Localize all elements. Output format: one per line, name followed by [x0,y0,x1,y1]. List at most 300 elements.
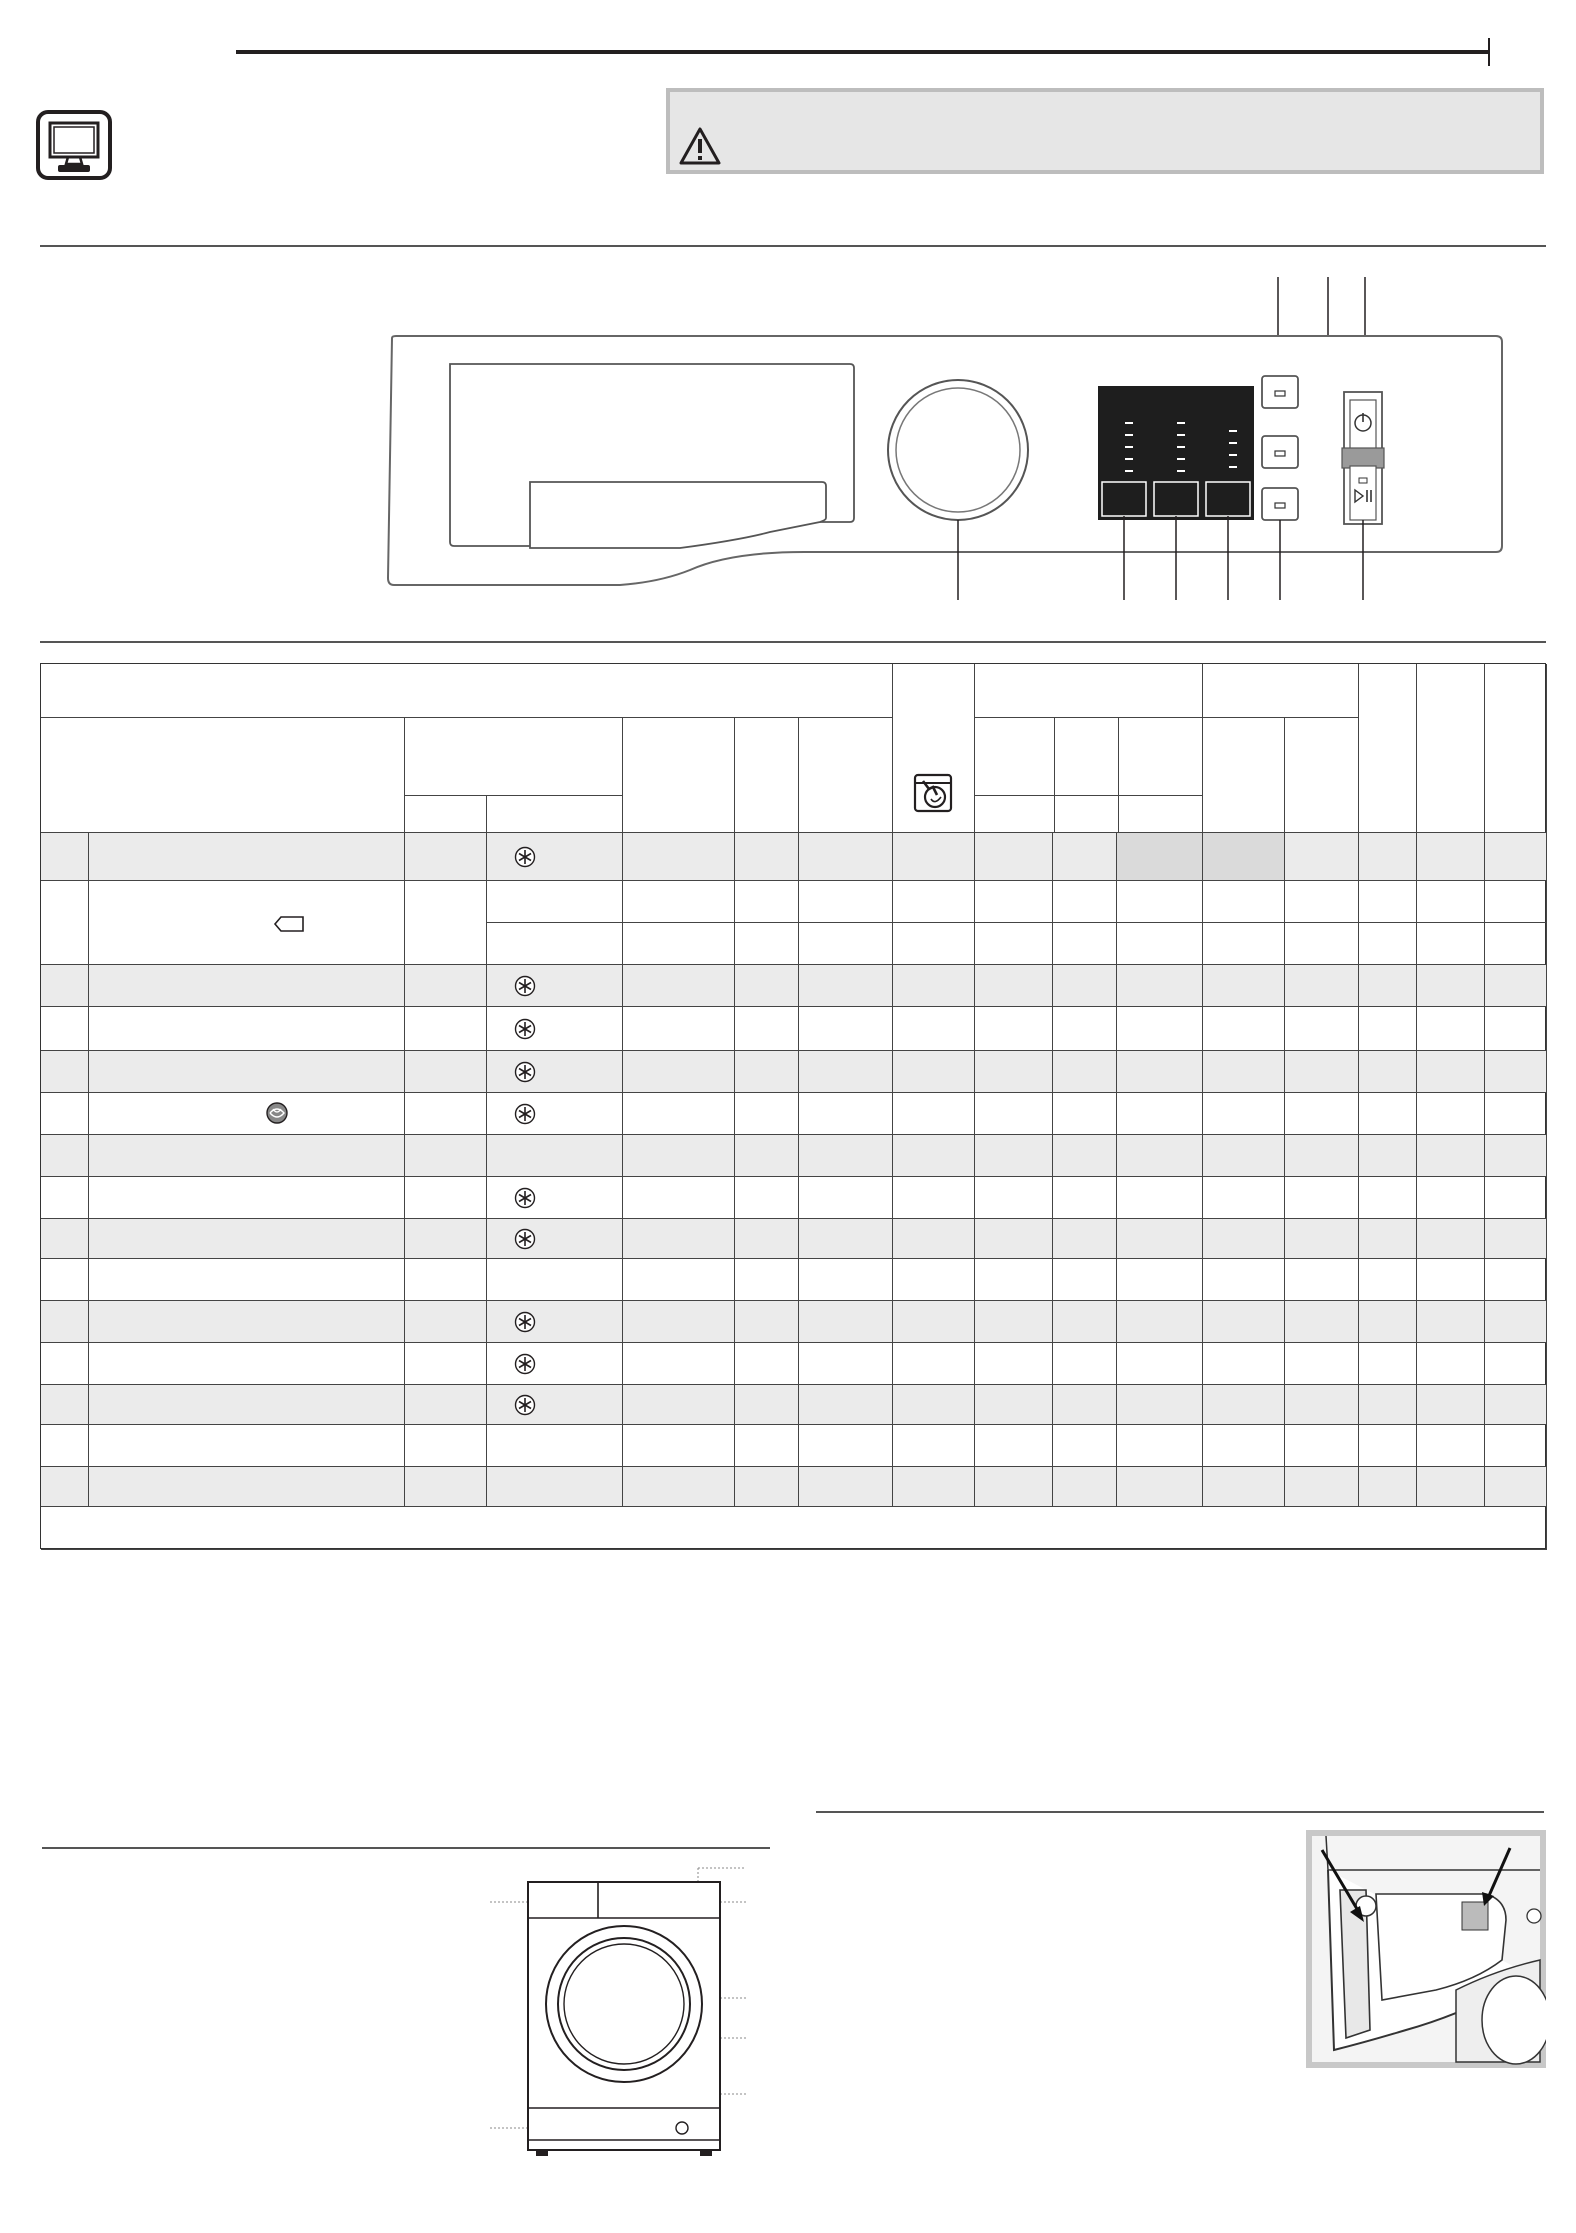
table-cell [893,1343,975,1385]
table-cell [893,881,975,923]
table-cell [1485,1007,1547,1051]
table-cell [975,1343,1053,1385]
table-cell [1285,881,1359,923]
table-cell [1203,1135,1285,1177]
table-cell [89,1051,405,1093]
table-cell [1117,1135,1203,1177]
table-cell [1117,1219,1203,1259]
table-cell [735,923,799,965]
table-cell [1359,1259,1417,1301]
table-cell [89,1219,405,1259]
table-cell [487,1343,623,1385]
table-cell [893,1259,975,1301]
table-cell [799,1425,893,1467]
table-footer-cell [41,1507,1547,1550]
table-cell [1117,923,1203,965]
table-cell [1285,1219,1359,1259]
table-cell [41,1425,89,1467]
table-cell [487,1177,623,1219]
table-cell [975,1301,1053,1343]
table-cell [1203,1177,1285,1219]
table-cell [623,1385,735,1425]
table-cell [487,881,623,923]
timer-tag-icon [273,915,305,933]
table-cell [41,965,89,1007]
section-rule-1 [40,245,1546,247]
table-cell [1485,1425,1547,1467]
table-cell [41,881,89,965]
table-cell [735,1467,799,1507]
table-cell [487,965,623,1007]
detergent-drawer-photo [1306,1830,1546,2068]
table-cell [975,1135,1053,1177]
table-cell [1117,1467,1203,1507]
table-cell [41,1467,89,1507]
table-cell [1359,965,1417,1007]
table-cell [1203,923,1285,965]
table-cell [1285,1093,1359,1135]
table-cell [1417,1093,1485,1135]
table-cell [405,833,487,881]
table-cell [1117,1385,1203,1425]
table-cell [623,881,735,923]
table-cell [1053,1343,1117,1385]
table-header-cell [975,664,1203,718]
table-cell [487,1467,623,1507]
table-cell [487,1259,623,1301]
table-cell [1117,881,1203,923]
table-cell [1417,1425,1485,1467]
table-header-cell [405,796,487,833]
table-cell [1285,965,1359,1007]
table-header-cell [735,718,799,833]
table-cell [799,1385,893,1425]
table-cell [405,965,487,1007]
table-cell [1285,1007,1359,1051]
table-header-cell [1119,796,1203,833]
table-cell [1053,1093,1117,1135]
table-cell [487,1385,623,1425]
table-cell [893,833,975,881]
table-cell [89,1425,405,1467]
table-cell [1485,1259,1547,1301]
table-cell [975,881,1053,923]
table-cell [975,1425,1053,1467]
table-cell [1203,1259,1285,1301]
table-cell [799,881,893,923]
table-cell [1203,1219,1285,1259]
table-cell [89,881,405,965]
table-cell [893,1467,975,1507]
table-cell [1053,923,1117,965]
header-rule [236,50,1488,54]
table-cell [1053,881,1117,923]
table-cell [735,1301,799,1343]
table-header-cell [799,718,893,833]
table-cell [1417,923,1485,965]
table-cell [487,833,623,881]
table-cell [893,1219,975,1259]
table-cell [1285,1177,1359,1219]
table-cell [1053,965,1117,1007]
table-cell [893,1425,975,1467]
table-cell [41,1135,89,1177]
table-cell [41,1259,89,1301]
table-cell [623,923,735,965]
table-header-cell [1203,664,1359,718]
table-cell [1359,923,1417,965]
snowflake-icon [514,1061,536,1083]
washing-machine-front-icon [486,1860,756,2162]
table-cell [799,1467,893,1507]
table-cell [975,833,1053,881]
section-rule-4 [816,1811,1544,1813]
table-cell [405,1093,487,1135]
table-cell [89,1467,405,1507]
table-cell [975,1259,1053,1301]
snowflake-icon [514,1187,536,1209]
programme-table [40,663,1546,1549]
table-header-cell [41,718,405,833]
table-cell [975,1219,1053,1259]
table-cell [623,1259,735,1301]
snowflake-icon [514,1394,536,1416]
table-cell [1485,881,1547,923]
table-cell [1117,965,1203,1007]
table-cell [1117,1177,1203,1219]
table-header-cell [1119,718,1203,796]
table-header-cell [405,718,623,796]
table-cell [1203,965,1285,1007]
table-cell [735,1093,799,1135]
table-cell [41,1385,89,1425]
table-header-cell [1055,796,1119,833]
table-cell [1485,1051,1547,1093]
table-cell [799,1301,893,1343]
table-header-cell [1055,718,1119,796]
table-cell [623,1135,735,1177]
table-cell [41,1219,89,1259]
table-cell [735,881,799,923]
table-cell [1359,1301,1417,1343]
table-cell [799,833,893,881]
table-cell [893,1301,975,1343]
table-cell [1417,965,1485,1007]
table-cell [89,1385,405,1425]
table-cell [89,965,405,1007]
table-header-cell [1417,664,1485,833]
table-cell [89,1007,405,1051]
table-cell [1203,1343,1285,1385]
table-cell [1485,1467,1547,1507]
table-cell [1285,1343,1359,1385]
table-cell [405,881,487,965]
table-cell [1359,1093,1417,1135]
table-cell [89,1093,405,1135]
table-cell [799,1007,893,1051]
table-cell [1285,1051,1359,1093]
table-cell [1203,881,1285,923]
table-cell [735,1051,799,1093]
table-cell [799,1259,893,1301]
table-cell [487,923,623,965]
table-cell [623,1177,735,1219]
table-cell [487,1093,623,1135]
table-cell [1203,1051,1285,1093]
snowflake-icon [514,1018,536,1040]
section-rule-3 [42,1847,770,1849]
table-cell [975,1467,1053,1507]
table-cell [1417,1385,1485,1425]
table-cell [799,923,893,965]
table-cell [1117,1007,1203,1051]
table-cell [893,923,975,965]
table-cell [975,923,1053,965]
table-cell [735,1219,799,1259]
table-cell [1359,1007,1417,1051]
table-cell [893,1177,975,1219]
table-cell [893,1385,975,1425]
table-cell [1285,1467,1359,1507]
table-cell [1485,1093,1547,1135]
table-cell [405,1219,487,1259]
table-cell [41,1051,89,1093]
table-cell [893,1007,975,1051]
table-cell [735,1177,799,1219]
table-cell [735,1385,799,1425]
table-cell [623,1301,735,1343]
table-cell [1417,833,1485,881]
table-cell [1417,1301,1485,1343]
table-cell [975,965,1053,1007]
table-cell [1203,1093,1285,1135]
table-cell [1417,1051,1485,1093]
table-cell [893,1051,975,1093]
table-cell [735,965,799,1007]
table-cell [799,1135,893,1177]
table-cell [405,1301,487,1343]
table-cell [89,1259,405,1301]
table-cell [405,1425,487,1467]
table-cell [1053,833,1117,881]
table-header-cell [1485,664,1547,833]
table-cell [1417,1259,1485,1301]
table-cell [623,1467,735,1507]
table-cell [1485,1301,1547,1343]
table-cell [89,1177,405,1219]
table-cell [623,1007,735,1051]
header-rule-tick [1488,38,1490,66]
table-cell [41,1301,89,1343]
table-cell [405,1177,487,1219]
table-cell [1053,1177,1117,1219]
table-cell [975,1177,1053,1219]
table-cell [623,1219,735,1259]
table-cell [1285,1301,1359,1343]
table-cell [1359,1177,1417,1219]
table-cell [975,1385,1053,1425]
table-cell [623,1343,735,1385]
table-cell [405,1259,487,1301]
table-cell [799,1093,893,1135]
table-cell [405,1343,487,1385]
table-cell [41,1177,89,1219]
table-cell [487,1135,623,1177]
table-cell [1359,1385,1417,1425]
table-cell [1053,1259,1117,1301]
tub-clean-icon [913,773,953,813]
table-cell [975,1093,1053,1135]
table-cell [1053,1051,1117,1093]
table-cell [1485,1343,1547,1385]
table-cell [1359,1219,1417,1259]
warning-box [666,88,1544,174]
table-cell [623,1425,735,1467]
table-header-cell [487,796,623,833]
table-cell [1485,1135,1547,1177]
snowflake-icon [514,1228,536,1250]
table-cell [1117,833,1203,881]
table-cell [1417,1467,1485,1507]
table-cell [1117,1301,1203,1343]
table-cell [799,965,893,1007]
table-cell [893,1093,975,1135]
table-header-cell [623,718,735,833]
table-cell [975,1051,1053,1093]
table-cell [405,1385,487,1425]
table-cell [893,1135,975,1177]
table-cell [1417,1135,1485,1177]
snowflake-icon [514,846,536,868]
table-cell [735,1007,799,1051]
warning-triangle-icon [678,126,722,166]
table-cell [41,1007,89,1051]
table-cell [1053,1385,1117,1425]
table-cell [1203,1301,1285,1343]
table-cell [623,1051,735,1093]
table-cell [1417,1007,1485,1051]
table-cell [1359,1135,1417,1177]
table-cell [1359,1343,1417,1385]
table-cell [1485,833,1547,881]
table-cell [1485,1177,1547,1219]
table-cell [487,1425,623,1467]
table-header-cell [1285,718,1359,833]
table-cell [1485,1385,1547,1425]
table-header-cell [41,664,893,718]
section-rule-2 [40,641,1546,643]
table-cell [487,1007,623,1051]
table-cell [1359,1467,1417,1507]
table-cell [623,833,735,881]
table-cell [1053,1425,1117,1467]
table-cell [735,1259,799,1301]
table-cell [1117,1259,1203,1301]
table-cell [1203,1425,1285,1467]
table-cell [1117,1425,1203,1467]
snowflake-icon [514,1353,536,1375]
table-cell [1359,881,1417,923]
table-cell [405,1135,487,1177]
table-cell [1417,1343,1485,1385]
table-cell [623,1093,735,1135]
table-cell [1285,923,1359,965]
table-header-cell [1359,664,1417,833]
table-cell [1285,1385,1359,1425]
table-cell [1417,1177,1485,1219]
table-cell [1053,1467,1117,1507]
table-cell [893,965,975,1007]
table-cell [735,1343,799,1385]
table-header-cell [975,796,1055,833]
table-cell [89,1343,405,1385]
table-cell [1053,1135,1117,1177]
table-cell [735,833,799,881]
table-cell [1285,833,1359,881]
table-cell [1117,1051,1203,1093]
table-cell [89,1135,405,1177]
table-cell [1053,1219,1117,1259]
table-cell [487,1219,623,1259]
table-cell [1417,881,1485,923]
table-cell [1285,1425,1359,1467]
control-panel-drawing [380,270,1510,620]
table-cell [1053,1007,1117,1051]
table-cell [1359,1425,1417,1467]
table-cell [1203,1007,1285,1051]
snowflake-icon [514,1311,536,1333]
table-cell [1203,1467,1285,1507]
table-cell [1285,1259,1359,1301]
table-cell [1203,1385,1285,1425]
table-cell [405,1467,487,1507]
monitor-manual-icon [36,110,112,180]
table-cell [41,1093,89,1135]
table-cell [1485,923,1547,965]
table-cell [89,1301,405,1343]
table-cell [1417,1219,1485,1259]
table-cell [799,1219,893,1259]
table-cell [1359,1051,1417,1093]
table-cell [1359,833,1417,881]
table-cell [41,1343,89,1385]
table-cell [405,1051,487,1093]
table-cell [1117,1343,1203,1385]
table-cell [487,1301,623,1343]
table-cell [799,1051,893,1093]
cotton-ball-icon [265,1101,289,1125]
table-cell [1485,1219,1547,1259]
table-cell [975,1007,1053,1051]
table-cell [735,1135,799,1177]
table-cell [41,833,89,881]
table-header-cell [1203,718,1285,833]
table-cell [799,1343,893,1385]
table-cell [1117,1093,1203,1135]
snowflake-icon [514,975,536,997]
table-cell [1285,1135,1359,1177]
table-cell [623,965,735,1007]
table-header-cell [975,718,1055,796]
table-cell [799,1177,893,1219]
table-cell [405,1007,487,1051]
table-cell [487,1051,623,1093]
snowflake-icon [514,1103,536,1125]
table-cell [89,833,405,881]
table-cell [1203,833,1285,881]
table-cell [1485,965,1547,1007]
table-cell [735,1425,799,1467]
